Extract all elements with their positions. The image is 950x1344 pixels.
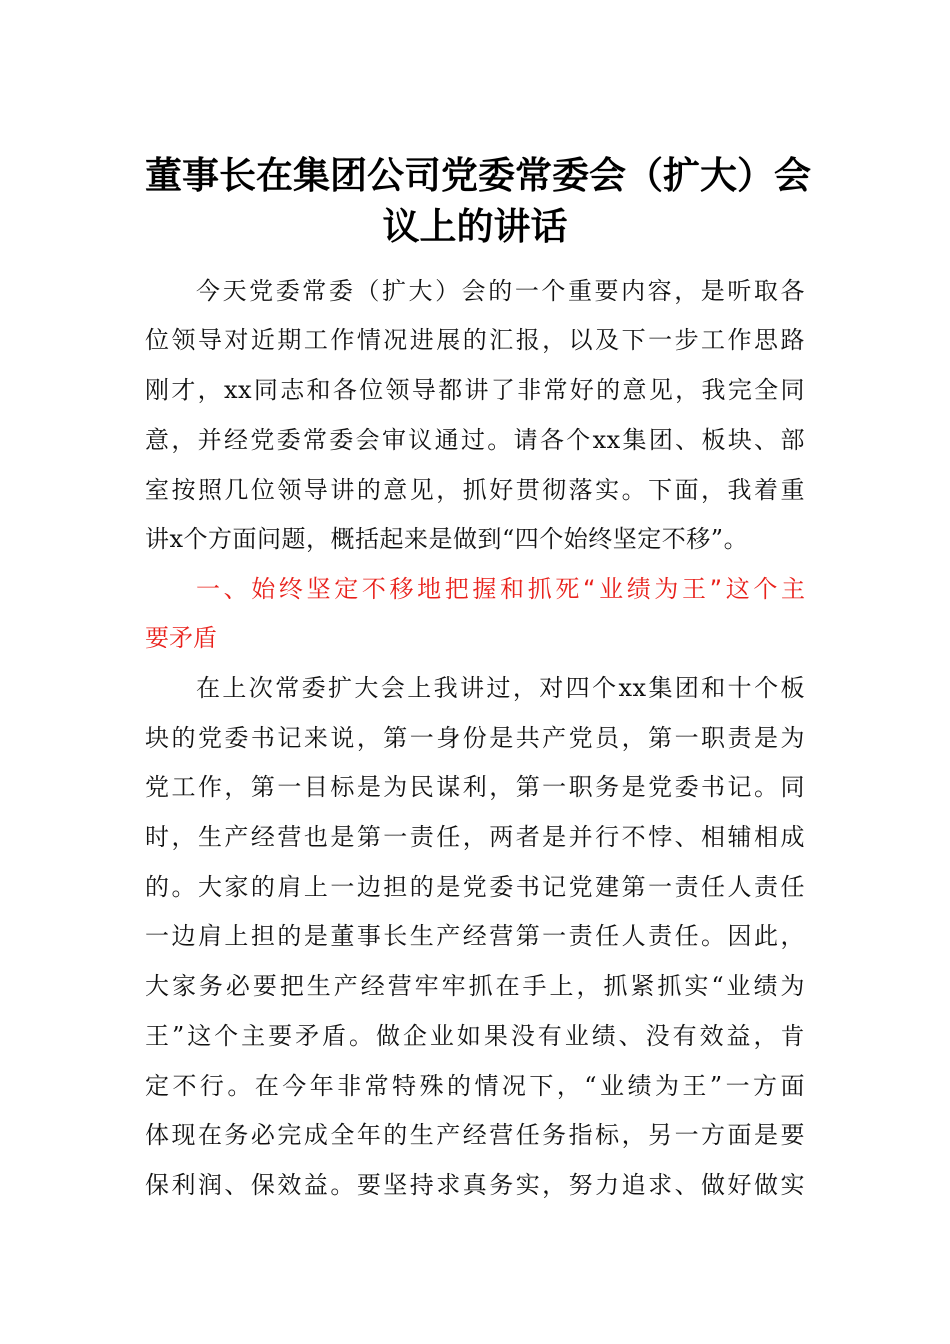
paragraph-line: 时，生产经营也是第一责任，两者是并行不悖、相辅相成 (145, 823, 805, 851)
paragraph-line: 的。大家的肩上一边担的是党委书记党建第一责任人责任 (145, 873, 805, 901)
paragraph-line: 一边肩上担的是董事长生产经营第一责任人责任。因此， (145, 922, 805, 950)
paragraph-line: 室按照几位领导讲的意见，抓好贯彻落实。下面，我着重 (145, 476, 805, 504)
paragraph-line: 保利润、保效益。要坚持求真务实，努力追求、做好做实 (145, 1171, 805, 1199)
paragraph-line: 今天党委常委（扩大）会的一个重要内容，是听取各 (196, 277, 805, 305)
paragraph-line: 刚才，xx同志和各位领导都讲了非常好的意见，我完全同 (145, 376, 805, 404)
paragraph-line: 在上次常委扩大会上我讲过，对四个xx集团和十个板 (196, 674, 805, 702)
paragraph-line: 党工作，第一目标是为民谋利，第一职务是党委书记。同 (145, 773, 805, 801)
section-heading-line-2: 要矛盾 (145, 624, 217, 652)
paragraph-line: 体现在务必完成全年的生产经营任务指标，另一方面是要 (145, 1121, 805, 1149)
paragraph-line: 王”这个主要矛盾。做企业如果没有业绩、没有效益，肯 (145, 1022, 805, 1050)
document-title-line-1: 董事长在集团公司党委常委会（扩大）会 (145, 153, 811, 197)
paragraph-line: 位领导对近期工作情况进展的汇报，以及下一步工作思路 (145, 326, 805, 354)
document-title-line-2: 议上的讲话 (382, 204, 568, 248)
paragraph-line: 意，并经党委常委会审议通过。请各个xx集团、板块、部 (145, 426, 805, 454)
paragraph-line: 讲x个方面问题，概括起来是做到“四个始终坚定不移”。 (145, 525, 749, 553)
paragraph-line: 块的党委书记来说，第一身份是共产党员，第一职责是为 (145, 724, 805, 752)
section-heading-line-1: 一、始终坚定不移地把握和抓死“业绩为王”这个主 (196, 575, 805, 603)
paragraph-line: 大家务必要把生产经营牢牢抓在手上，抓紧抓实“业绩为 (145, 972, 805, 1000)
paragraph-line: 定不行。在今年非常特殊的情况下，“业绩为王”一方面 (145, 1072, 805, 1100)
